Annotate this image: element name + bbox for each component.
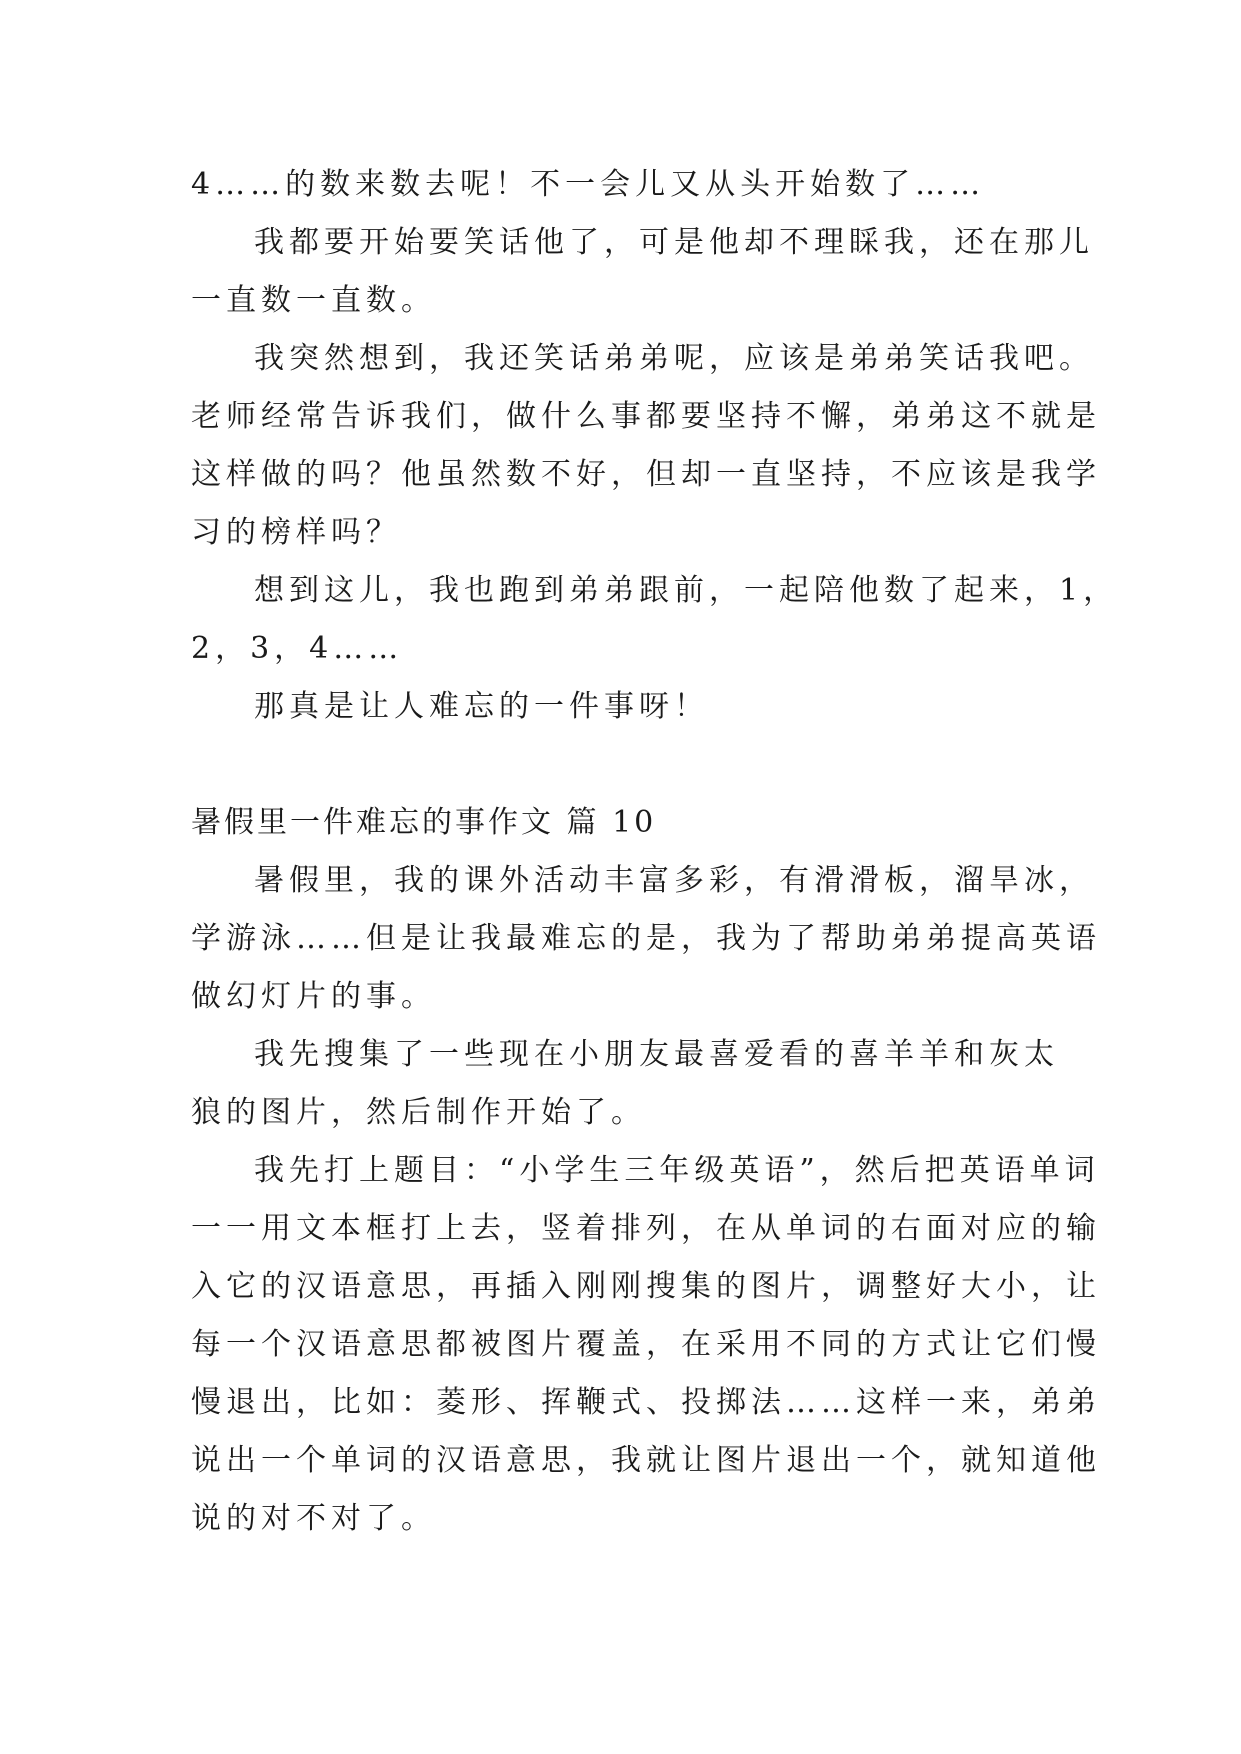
text-line: 习的榜样吗？ xyxy=(191,515,401,550)
paragraph-first-line: 那真是让人难忘的一件事呀！ xyxy=(254,689,709,724)
text-line: 这样做的吗？他虽然数不好，但却一直坚持，不应该是我学 xyxy=(191,457,1101,492)
paragraph-first-line: 暑假里，我的课外活动丰富多彩，有滑滑板，溜旱冰， xyxy=(254,863,1094,898)
text-line: 一直数一直数。 xyxy=(191,283,436,318)
paragraph-first-line: 我先打上题目：“小学生三年级英语”，然后把英语单词 xyxy=(254,1153,1100,1188)
text-line: 4……的数来数去呢！不一会儿又从头开始数了…… xyxy=(191,167,986,202)
text-line: 2，3，4…… xyxy=(191,631,404,666)
text-line: 做幻灯片的事。 xyxy=(191,979,436,1014)
text-line: 学游泳……但是让我最难忘的是，我为了帮助弟弟提高英语 xyxy=(191,921,1101,956)
paragraph-first-line: 我突然想到，我还笑话弟弟呢，应该是弟弟笑话我吧。 xyxy=(254,341,1094,376)
paragraph-first-line: 我都要开始要笑话他了，可是他却不理睬我，还在那儿 xyxy=(254,225,1094,260)
paragraph-first-line: 想到这儿，我也跑到弟弟跟前，一起陪他数了起来，1， xyxy=(254,573,1119,608)
text-line: 狼的图片，然后制作开始了。 xyxy=(191,1095,646,1130)
text-line: 老师经常告诉我们，做什么事都要坚持不懈，弟弟这不就是 xyxy=(191,399,1101,434)
paragraph-first-line: 我先搜集了一些现在小朋友最喜爱看的喜羊羊和灰太 xyxy=(254,1037,1059,1072)
text-line: 每一个汉语意思都被图片覆盖，在采用不同的方式让它们慢 xyxy=(191,1327,1101,1362)
text-line: 说出一个单词的汉语意思，我就让图片退出一个，就知道他 xyxy=(191,1443,1101,1478)
text-line: 说的对不对了。 xyxy=(191,1501,436,1536)
text-line: 一一用文本框打上去，竖着排列，在从单词的右面对应的输 xyxy=(191,1211,1101,1246)
text-line: 慢退出，比如：菱形、挥鞭式、投掷法……这样一来，弟弟 xyxy=(191,1385,1101,1420)
section-heading: 暑假里一件难忘的事作文 篇 10 xyxy=(191,805,657,840)
text-line: 入它的汉语意思，再插入刚刚搜集的图片，调整好大小，让 xyxy=(191,1269,1101,1304)
